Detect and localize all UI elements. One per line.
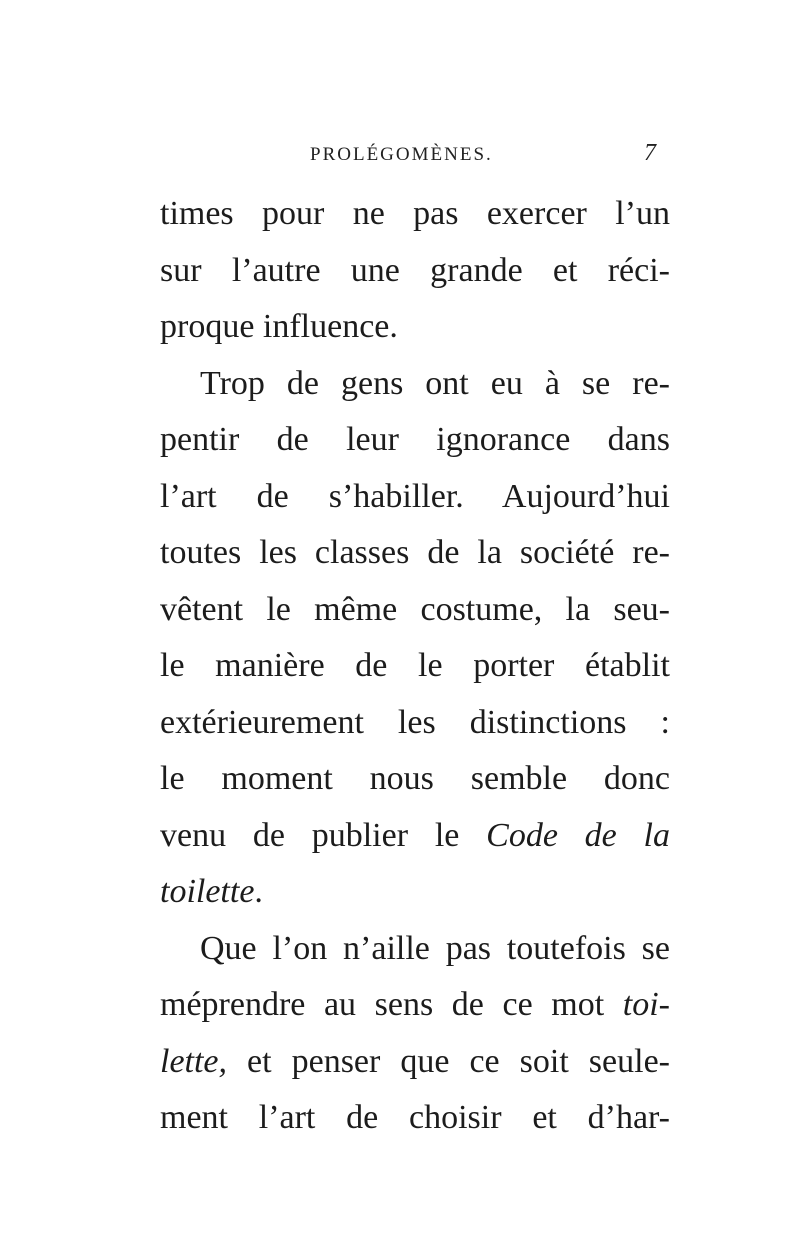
running-title: PROLÉGOMÈNES.	[310, 144, 493, 165]
book-title-italic: toilette	[160, 873, 255, 910]
word-italic: lette,	[160, 1042, 228, 1080]
text-line: times pour ne pas exercer l’un	[160, 195, 670, 232]
text-line: extérieurement les distinctions :	[160, 703, 670, 741]
text-line	[160, 1034, 670, 1091]
text-line: Que l’on n’aille pas toutefois se	[200, 929, 670, 967]
text-line: pentir de leur ignorance dans	[160, 421, 670, 458]
text-line: vêtent le même costume, la seu-	[160, 590, 670, 628]
text-line: le manière de le porter établit	[160, 647, 670, 684]
text-line-roman: .	[254, 873, 263, 910]
text-line	[160, 977, 670, 1034]
text-line: Trop de gens ont eu à se re-	[200, 364, 670, 402]
text-line	[160, 808, 670, 865]
text-line: ment l’art de choisir et d’har-	[160, 1099, 670, 1136]
text-line: l’art de s’habiller. Aujourd’hui	[160, 477, 670, 515]
text-line: le moment nous semble donc	[160, 760, 670, 797]
text-line-roman: et penser que ce soit seule-	[227, 1042, 670, 1080]
text-line	[160, 864, 670, 921]
text-line: toutes les classes de la société re-	[160, 534, 670, 571]
page-number: 7	[644, 140, 656, 166]
running-head	[160, 140, 670, 174]
text-line-roman: venu de publier le	[160, 816, 487, 854]
text-line-roman: méprendre au sens de ce mot	[160, 986, 623, 1023]
body-text	[160, 186, 670, 1147]
book-title-italic: Code de la	[486, 816, 670, 854]
word-italic: toi-	[622, 986, 670, 1023]
text-line: sur l’autre une grande et réci-	[160, 251, 670, 289]
text-line: proque influence.	[160, 308, 398, 345]
